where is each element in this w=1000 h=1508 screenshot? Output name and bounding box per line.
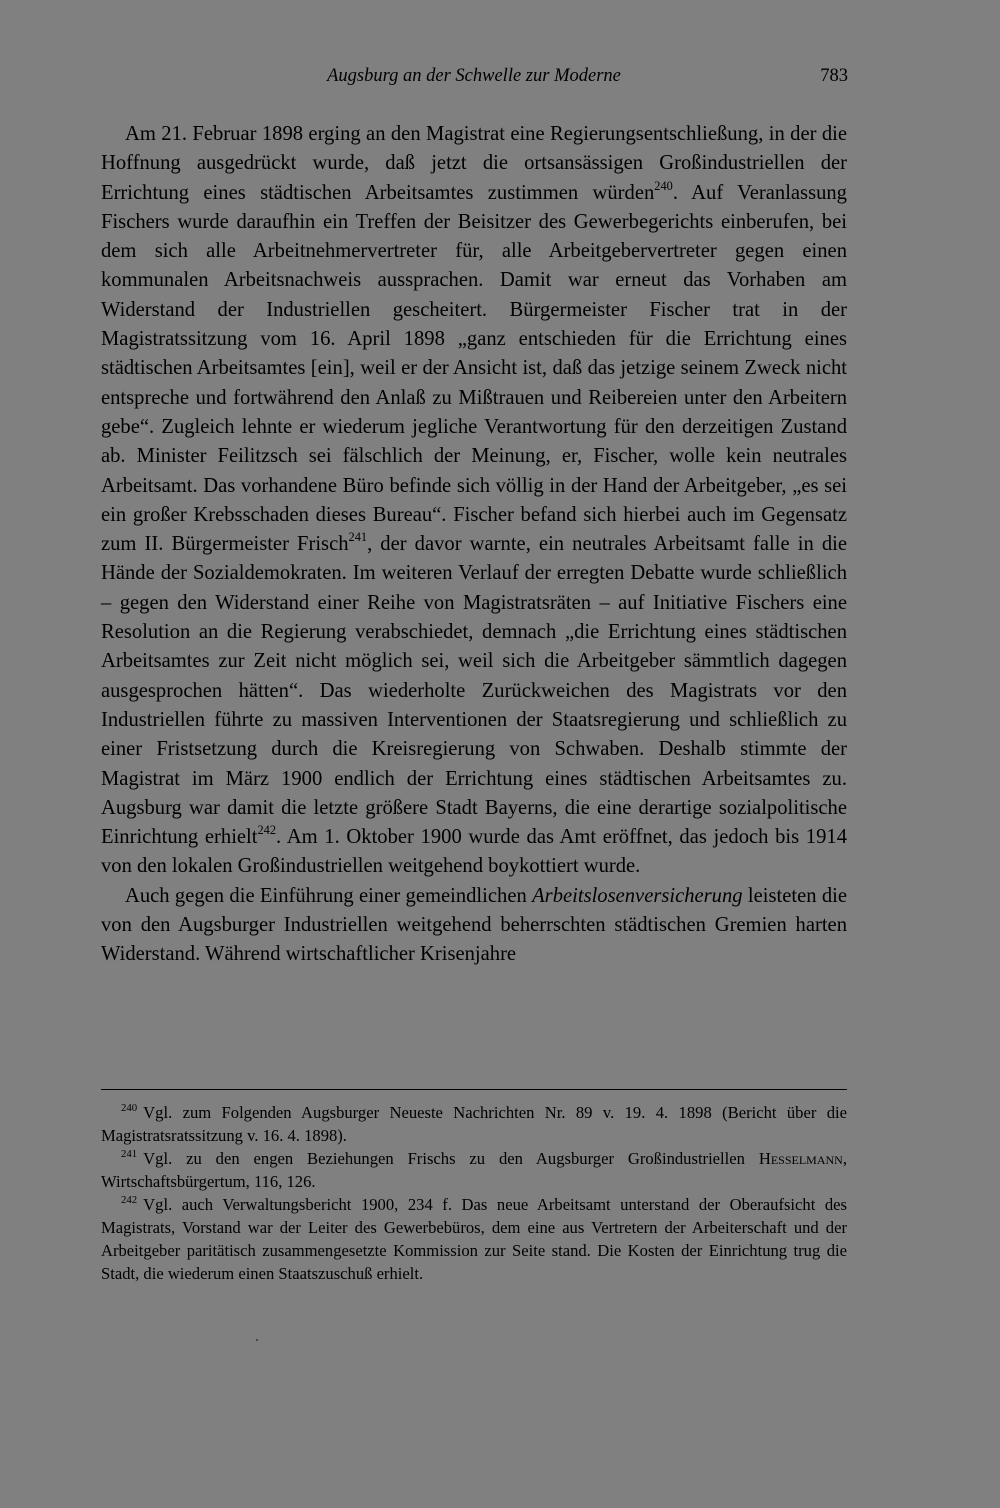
paragraph-1-part-2: . Auf Veranlassung Fischers wurde daraufhin ein Treffen der Beisitzer des Gewerbegerichts einberufen, bei dem sich alle Arbeitnehmervertreter für, alle Arbeitgebervertreter gegen einen kommunalen Arbeitsnachweis aussprachen. Damit war erneut das Vorhaben am Widerstand der Industriellen gescheitert. Bürgermeister Fischer trat in der Magistratssitzung vom 16. April 1898 „ganz entschieden für die Errichtung eines städtischen Arbeitsamtes [ein], weil er der Ansicht ist, daß das jetzige seinem Zweck nicht entspreche und fortwährend den Anlaß zu Mißtrauen und Reibereien unter den Arbeitern gebe“. Zugleich lehnte er wiederum jegliche Verantwortung für den derzeitigen Zustand ab. Minister Feilitzsch sei fälschlich der Meinung, er, Fischer, wolle kein neutrales Arbeitsamt. Das vorhandene Büro befinde sich völlig in der Hand der Arbeitgeber, „es sei ein großer Krebsschaden dieses Bureau“. Fischer befand sich hierbei auch im Gegensatz zum II. Bürgermeister Frisch [101,181,847,556]
footnote-241 [101,1147,847,1193]
paragraph-1 [101,120,847,882]
running-header [100,62,848,90]
page-number: 783 [820,66,848,86]
running-title: Augsburg an der Schwelle zur Moderne [327,66,621,86]
emphasized-term: Arbeitslosenversicherung [532,884,743,907]
footnote-rule [101,1089,847,1090]
main-text [101,120,847,970]
footnote-text-end: , Wirtschaftsbürgertum, 116, 126. [101,1149,847,1191]
footnote-author: Hesselmann [758,1149,843,1168]
paragraph-2-part-2: leisteten die von den Augsburger Industriellen weitgehend beherrschten städtischen Gremien harten Widerstand. Während wirtschaftlicher Krisenjahre [101,884,848,966]
paragraph-2-part-1: Auch gegen die Einführung einer gemeindlichen [125,884,533,907]
paragraph-1-part-3: , der davor warnte, ein neutrales Arbeitsamt falle in die Hände der Sozialdemokraten. Im weiteren Verlauf der erregten Debatte wurde schließlich – gegen den Widerstand einer Reihe von Magistratsräten – auf Initiative Fischers eine Resolution an die Regierung verabschiedet, demnach „die Errichtung eines städtischen Arbeitsamtes zur Zeit nicht möglich sei, weil sich die Arbeitgeber sämmtlich dagegen ausgesprochen hätten“. Das wiederholte Zurückweichen des Magistrats vor den Industriellen führte zu massiven Interventionen der Staatsregierung und schließlich zu einer Fristsetzung durch die Kreisregierung von Schwaben. Deshalb stimmte der Magistrat im März 1900 endlich der Errichtung eines städtischen Arbeitsamtes zu. Augsburg war damit die letzte größere Stadt Bayerns, die eine derartige sozialpolitische Einrichtung erhielt [101,533,847,849]
footnote-ref-240[interactable]: 240 [654,178,673,193]
footnotes [101,1101,847,1285]
footnote-number: 242 [121,1194,138,1207]
footnote-ref-242[interactable]: 242 [257,823,277,838]
footnote-text: Vgl. auch Verwaltungsbericht 1900, 234 f. Das neue Arbeitsamt unterstand der Oberaufsicht des Magistrats, Vorstand war der Leiter des Gewerbebüros, dem eine aus Vertretern der Arbeiterschaft und der Arbeitgeber paritätisch zusammengesetzte Kommission zur Seite stand. Die Kosten der Einrichtung trug die Stadt, die wiederum einen Staatszuschuß erhielt. [101,1195,847,1283]
footnote-number: 240 [121,1102,138,1115]
footnote-240 [101,1101,847,1147]
footnote-ref-241[interactable]: 241 [348,530,368,545]
footnote-text: Vgl. zum Folgenden Augsburger Neueste Nachrichten Nr. 89 v. 19. 4. 1898 (Bericht über die Magistratsratssitzung v. 16. 4. 1898). [101,1103,847,1145]
footnote-242 [101,1193,847,1285]
scan-speck [256,1339,258,1341]
paragraph-2 [101,882,847,970]
footnote-text: Vgl. zu den engen Beziehungen Frischs zu den Augsburger Großindustriellen [143,1149,759,1168]
footnote-number: 241 [121,1148,138,1161]
paragraph-1-part-4: . Am 1. Oktober 1900 wurde das Amt eröffnet, das jedoch bis 1914 von den lokalen Großindustriellen weitgehend boykottiert wurde. [101,826,847,878]
paragraph-1-part-1: Am 21. Februar 1898 erging an den Magistrat eine Regierungsentschließung, in der die Hoffnung ausgedrückt wurde, daß jetzt die ortsansässigen Großindustriellen der Errichtung eines städtischen Arbeitsamtes zustimmen würden [101,123,847,204]
